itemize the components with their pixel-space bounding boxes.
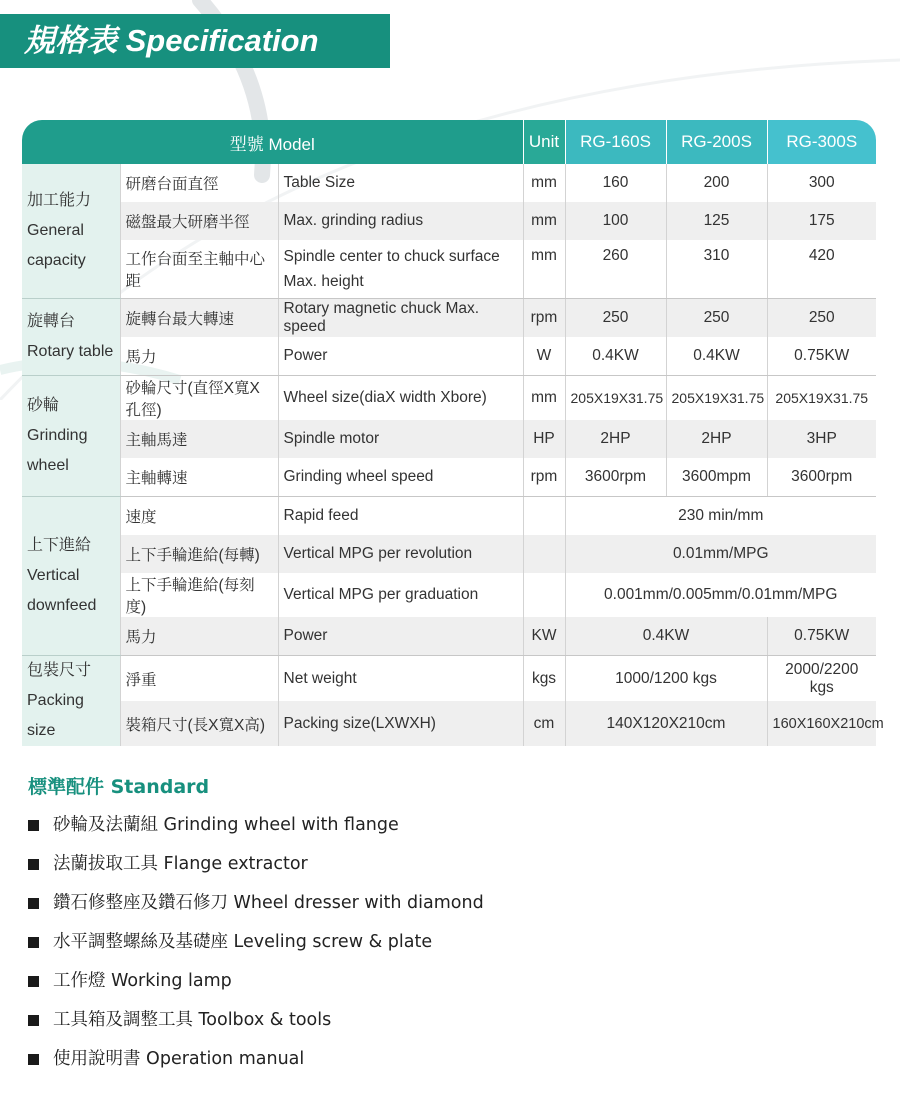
row-label-en: Rotary magnetic chuck Max. speed	[278, 299, 523, 338]
bullet-square-icon	[28, 859, 39, 870]
table-row	[22, 535, 876, 573]
table-row	[22, 497, 876, 536]
group-label-en: General capacity	[27, 222, 86, 269]
value-all-models: 0.001mm/0.005mm/0.01mm/MPG	[604, 586, 838, 603]
header-unit: Unit	[523, 120, 565, 164]
page-title: 規格表 Specification	[0, 14, 390, 68]
row-unit: rpm	[523, 299, 565, 338]
table-row	[22, 299, 876, 338]
group-label-en: Grinding wheel	[27, 427, 88, 474]
value-rg160s-rg200s: 1000/1200 kgs	[615, 669, 717, 687]
list-item	[28, 1046, 484, 1085]
row-label-en: Grinding wheel speed	[278, 458, 523, 497]
value-rg160s: 260	[565, 240, 666, 299]
row-label-zh: 速度	[120, 497, 278, 536]
group-label-vertical-downfeed	[22, 497, 120, 656]
table-row	[22, 656, 876, 702]
value-rg160s: 3600rpm	[565, 458, 666, 497]
value-rg160s: 100	[565, 202, 666, 240]
bullet-square-icon	[28, 820, 39, 831]
list-item	[28, 812, 484, 851]
value-rg200s: 2HP	[666, 420, 767, 458]
row-label-en: Packing size(LXWXH)	[278, 701, 523, 746]
table-header-row	[22, 120, 876, 164]
value-rg160s: 2HP	[565, 420, 666, 458]
table-row	[22, 458, 876, 497]
row-unit: rpm	[523, 458, 565, 497]
group-label-en: Packing size	[27, 692, 84, 739]
row-label-zh: 研磨台面直徑	[120, 164, 278, 202]
header-model-rg200s: RG-200S	[666, 120, 767, 164]
value-rg200s: 3600mpm	[666, 458, 767, 497]
value-rg300s: 0.75KW	[767, 337, 876, 376]
value-rg160s: 250	[565, 299, 666, 338]
list-item	[28, 929, 484, 968]
bullet-square-icon	[28, 1054, 39, 1065]
row-unit: cm	[523, 701, 565, 746]
row-label-en: Spindle center to chuck surface Max. height	[278, 240, 523, 299]
bullet-square-icon	[28, 937, 39, 948]
group-label-zh: 砂輪	[27, 397, 60, 414]
row-label-en: Vertical MPG per graduation	[278, 573, 523, 617]
table-row	[22, 617, 876, 656]
header-model-rg160s: RG-160S	[565, 120, 666, 164]
value-rg200s: 0.4KW	[666, 337, 767, 376]
value-rg300s: 175	[767, 202, 876, 240]
row-label-zh: 主軸馬達	[120, 420, 278, 458]
row-unit: HP	[523, 420, 565, 458]
row-unit	[523, 497, 565, 536]
row-label-zh: 工作台面至主軸中心距	[120, 240, 278, 299]
value-rg200s: 125	[666, 202, 767, 240]
value-rg300s: 3HP	[767, 420, 876, 458]
header-model-rg300s: RG-300S	[767, 120, 876, 164]
list-item	[28, 851, 484, 890]
group-label-rotary-table	[22, 299, 120, 376]
table-row	[22, 337, 876, 376]
group-label-zh: 加工能力	[27, 192, 92, 209]
value-rg160s: 205X19X31.75	[570, 390, 664, 406]
value-rg300s: 420	[767, 240, 876, 299]
standard-item-label: 水平調整螺絲及基礎座 Leveling screw & plate	[53, 932, 433, 952]
standard-title: 標準配件 Standard	[28, 776, 210, 798]
value-rg300s: 3600rpm	[767, 458, 876, 497]
value-rg200s: 250	[666, 299, 767, 338]
row-label-zh: 馬力	[120, 617, 278, 656]
value-rg300s: 300	[767, 164, 876, 202]
list-item	[28, 968, 484, 1007]
row-label-en: Net weight	[278, 656, 523, 702]
row-label-zh: 旋轉台最大轉速	[120, 299, 278, 338]
value-rg300s: 2000/2200 kgs	[767, 656, 876, 702]
row-label-zh: 砂輪尺寸(直徑X寬X孔徑)	[120, 376, 278, 421]
table-row	[22, 376, 876, 421]
row-unit: mm	[523, 202, 565, 240]
row-unit: mm	[523, 376, 565, 421]
value-all-models: 230 min/mm	[678, 507, 764, 524]
table-row	[22, 202, 876, 240]
value-rg200s: 205X19X31.75	[666, 376, 767, 421]
standard-item-label: 鑽石修整座及鑽石修刀 Wheel dresser with diamond	[53, 893, 484, 913]
row-label-zh: 裝箱尺寸(長X寬X高)	[120, 701, 278, 746]
bullet-square-icon	[28, 1015, 39, 1026]
row-unit: kgs	[523, 656, 565, 702]
row-label-en: Power	[278, 337, 523, 376]
group-label-zh: 旋轉台	[27, 313, 76, 330]
value-rg160s-rg200s: 140X120X210cm	[565, 701, 767, 746]
header-model: 型號 Model	[22, 120, 523, 164]
standard-item-label: 砂輪及法蘭組 Grinding wheel with flange	[53, 815, 399, 835]
row-unit: W	[523, 337, 565, 376]
row-label-en: Rapid feed	[278, 497, 523, 536]
group-label-zh: 上下進給	[27, 537, 92, 554]
row-label-zh: 淨重	[120, 656, 278, 702]
bullet-square-icon	[28, 898, 39, 909]
standard-item-label: 工具箱及調整工具 Toolbox & tools	[53, 1010, 332, 1030]
spec-table	[22, 120, 884, 746]
row-label-en: Table Size	[278, 164, 523, 202]
row-label-zh: 磁盤最大研磨半徑	[120, 202, 278, 240]
row-unit: KW	[523, 617, 565, 656]
list-item	[28, 1007, 484, 1046]
table-row	[22, 240, 876, 299]
table-row	[22, 420, 876, 458]
row-label-en: Vertical MPG per revolution	[278, 535, 523, 573]
value-all-models: 0.01mm/MPG	[565, 535, 876, 573]
standard-item-label: 使用說明書 Operation manual	[53, 1049, 305, 1069]
row-label-zh: 主軸轉速	[120, 458, 278, 497]
row-label-en: Power	[278, 617, 523, 656]
row-unit	[523, 535, 565, 573]
value-rg300s: 0.75KW	[767, 617, 876, 656]
value-rg300s: 205X19X31.75	[767, 376, 876, 421]
row-label-en: Spindle motor	[278, 420, 523, 458]
group-label-en: Rotary table	[27, 343, 114, 360]
row-unit: mm	[523, 164, 565, 202]
bullet-square-icon	[28, 976, 39, 987]
row-label-zh: 上下手輪進給(每刻度)	[120, 573, 278, 617]
row-label-en: Wheel size(diaX width Xbore)	[278, 376, 523, 421]
value-rg200s: 310	[666, 240, 767, 299]
row-label-en: Max. grinding radius	[278, 202, 523, 240]
row-unit: mm	[523, 240, 565, 299]
group-label-grinding-wheel	[22, 376, 120, 497]
standard-item-label: 工作燈 Working lamp	[53, 971, 232, 991]
table-row	[22, 701, 876, 746]
standard-list	[28, 812, 484, 1085]
table-row	[22, 573, 876, 617]
value-rg160s: 0.4KW	[565, 337, 666, 376]
group-label-packing-size	[22, 656, 120, 747]
value-rg160s-rg200s: 0.4KW	[565, 617, 767, 656]
value-rg300s: 160X160X210cm	[767, 701, 876, 746]
group-label-general-capacity	[22, 164, 120, 299]
group-label-zh: 包裝尺寸	[27, 662, 92, 679]
standard-item-label: 法蘭拔取工具 Flange extractor	[53, 854, 308, 874]
row-label-zh: 上下手輪進給(每轉)	[120, 535, 278, 573]
row-label-zh: 馬力	[120, 337, 278, 376]
group-label-en: Vertical downfeed	[27, 567, 97, 614]
value-rg300s: 250	[767, 299, 876, 338]
table-row	[22, 164, 876, 202]
list-item	[28, 890, 484, 929]
value-rg160s: 160	[602, 174, 629, 191]
value-rg200s: 200	[666, 164, 767, 202]
row-unit	[523, 573, 565, 617]
